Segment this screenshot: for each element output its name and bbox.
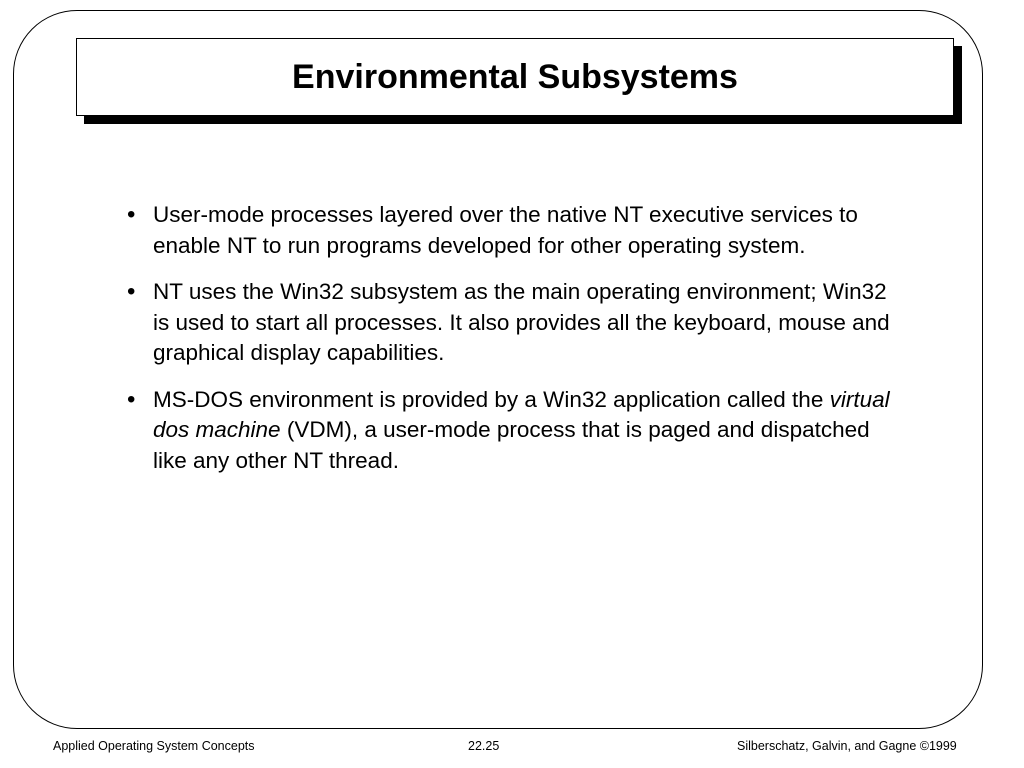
bullet-text-3-italic: virtual dos machine: [153, 386, 890, 442]
slide-title: Environmental Subsystems: [292, 57, 738, 96]
bullet-icon: •: [127, 201, 136, 228]
bullet-text-1: User-mode processes layered over the native NT executive services to enable NT to run programs developed for other operating system.: [153, 202, 858, 258]
bullet-item-2: [120, 277, 890, 369]
bullet-text-3-before: MS-DOS environment is provided by a Win32 application called the: [153, 386, 830, 412]
bullet-item-3: [120, 385, 890, 477]
footer-page-number: 22.25: [468, 739, 500, 753]
bullet-list: [120, 200, 890, 492]
footer-course-title: Applied Operating System Concepts: [53, 739, 255, 753]
bullet-text-2: NT uses the Win32 subsystem as the main operating environment; Win32 is used to start all processes. It also provides all the keyboard, mouse and graphical display capabilities.: [153, 279, 890, 365]
bullet-text-3-after: (VDM), a user-mode process that is paged and dispatched like any other NT thread.: [153, 417, 870, 473]
bullet-icon: •: [127, 385, 136, 413]
title-box: [76, 38, 954, 116]
footer-copyright: Silberschatz, Galvin, and Gagne ©1999: [737, 739, 957, 753]
bullet-icon: •: [127, 278, 136, 305]
bullet-item-1: [120, 200, 890, 261]
